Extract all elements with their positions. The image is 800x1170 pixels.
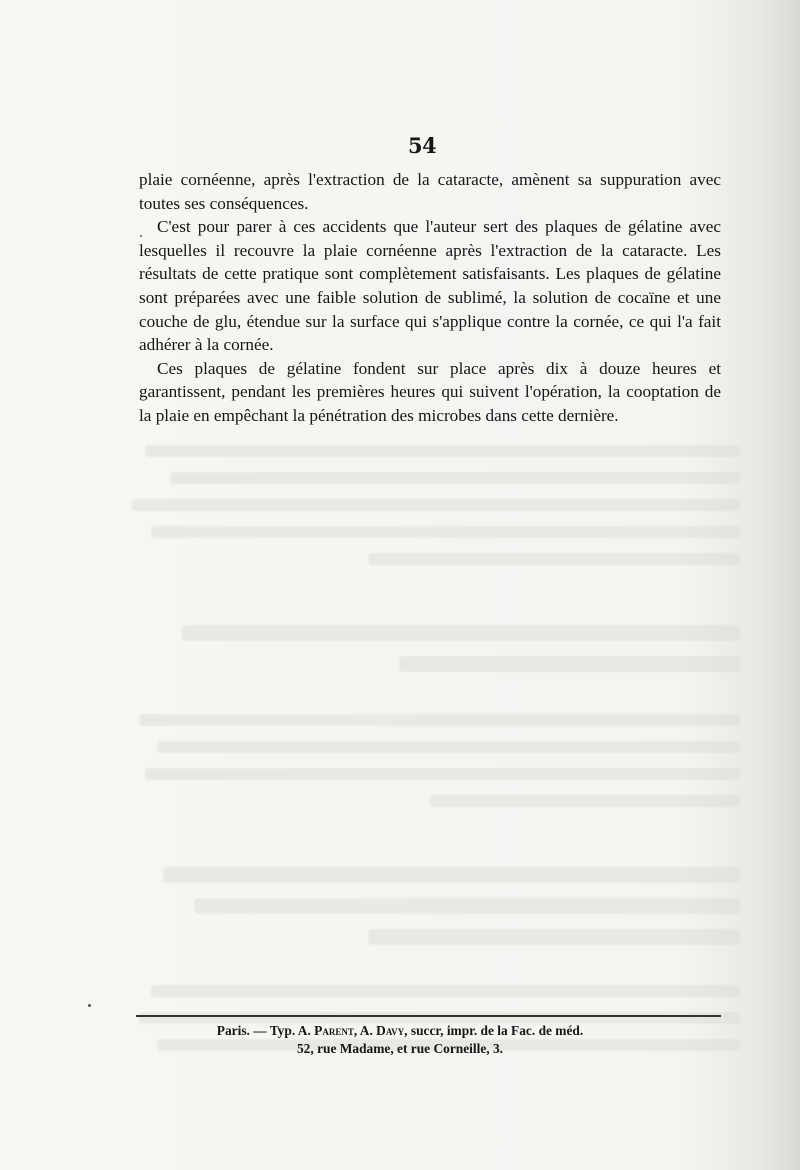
footer-rule	[136, 1015, 721, 1017]
printer-address: 52, rue Madame, et rue Corneille, 3.	[296, 1041, 503, 1056]
paper-speck	[140, 235, 142, 237]
body-text	[139, 168, 721, 428]
bleed-through-background	[120, 430, 740, 1051]
paragraph-results: Ces plaques de gélatine fondent sur place après dix à douze heures et garantissent, pendant les premières heures qui suivent l'opération, la cooptation de la plaie en empêchant la pénétration des microbes dans cette dernière.	[139, 358, 721, 425]
imprint-city: Paris.	[216, 1023, 250, 1038]
imprint-successor: Davy	[376, 1023, 405, 1038]
imprint-sep: , A.	[353, 1023, 377, 1038]
paper-speck	[88, 1004, 91, 1007]
printer-imprint	[0, 1023, 800, 1039]
imprint-dash: — Typ. A.	[249, 1023, 315, 1038]
paragraph-continuation: plaie cornéenne, après l'extraction de la cataracte, amènent sa suppuration avec toutes ses conséquences.	[139, 170, 721, 213]
paragraph-gelatine-plates: C'est pour parer à ces accidents que l'auteur sert des plaques de gélatine avec lesquelles il recouvre la plaie cornéenne après l'extraction de la cataracte. Les résultats de cette pratique sont complètement satisfaisants. Les plaques de gélatine sont préparées avec une faible solution de sublimé, la solution de cocaïne et une couche de glu, étendue sur la surface qui s'applique contre la cornée, ce qui l'a fait adhérer à la cornée.	[139, 217, 721, 355]
imprint-rest: , succr, impr. de la Fac. de méd.	[404, 1023, 584, 1038]
imprint-printer: Parent	[314, 1023, 354, 1038]
page-number: 54	[408, 133, 437, 158]
